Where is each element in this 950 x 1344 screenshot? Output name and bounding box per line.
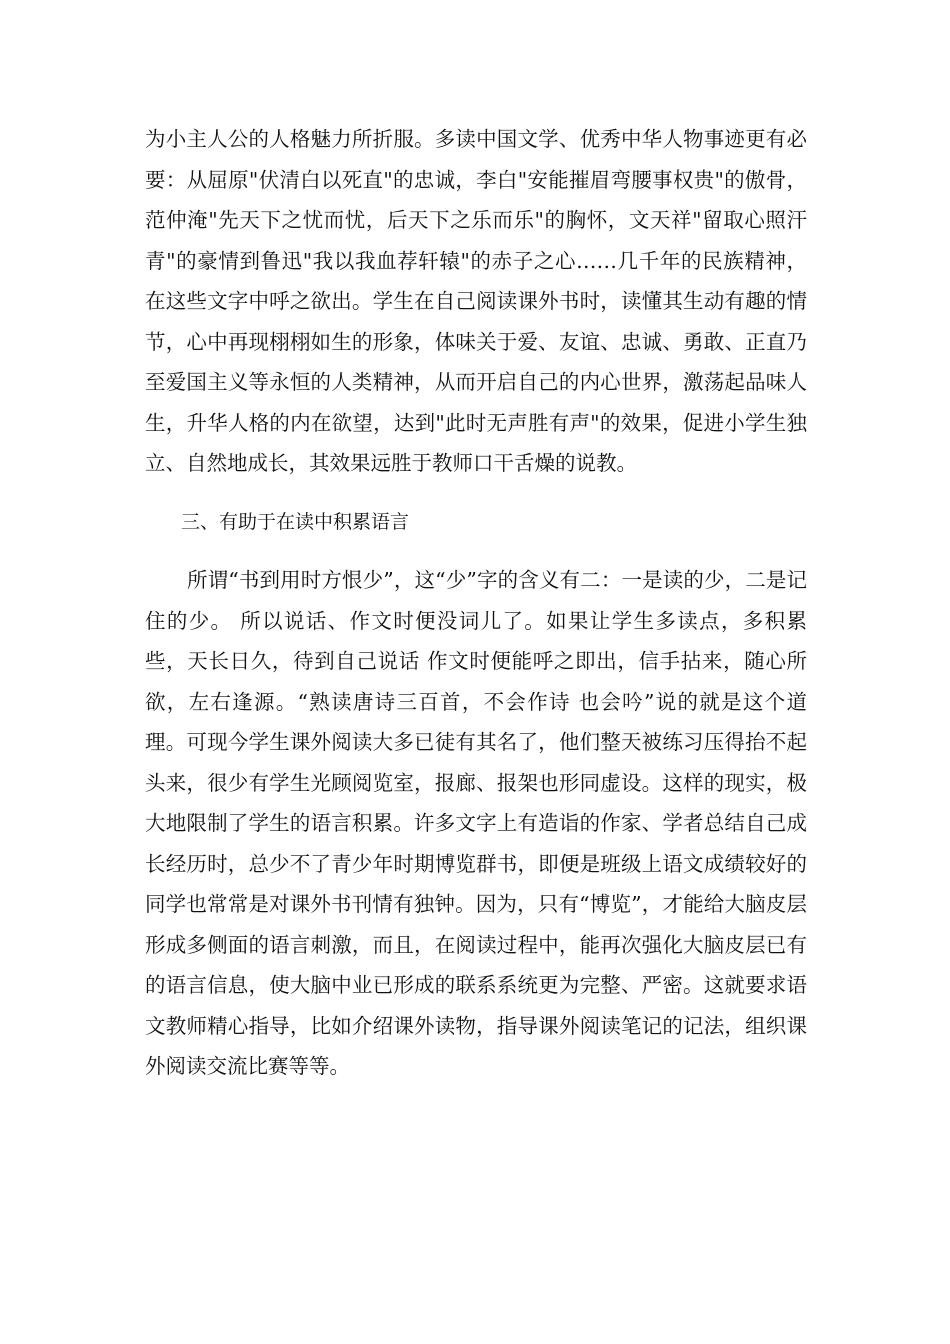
paragraph-2: 所谓“书到用时方恨少”，这“少”字的含义有二：一是读的少，二是记住的少。 所以说话、作文时便没词儿了。如果让学生多读点，多积累些，天长日久，待到自己说话 作文时便能呼之即出，信手拈来，随心所欲，左右逢源。“熟读唐诗三百首，不会作诗 也会吟”说的就是这个道理。可现今学生课外阅读大多已徒有其名了，他们整天被练习压得抬不起头来，很少有学生光顾阅览室，报廊、报架也形同虚设。这样的现实，极大地限制了学生的语言积累。许多文字上有造诣的作家、学者总结自己成长经历时，总少不了青少年时期博览群书，即便是班级上语文成绩较好的同学也常常是对课外书刊情有独钟。因为，只有“博览”，才能给大脑皮层形成多侧面的语言刺激，而且，在阅读过程中，能再次强化大脑皮层已有的语言信息，使大脑中业已形成的联系系统更为完整、严密。这就要求语文教师精心指导，比如介绍课外读物，指导课外阅读笔记的记法，组织课外阅读交流比赛等等。 <box>145 568 807 1078</box>
paragraph-spacer <box>145 542 807 560</box>
section-heading: 三、有助于在读中积累语言 <box>181 510 410 533</box>
paragraph-spacer <box>145 484 807 502</box>
paragraph-1: 为小主人公的人格魅力所折服。多读中国文学、优秀中华人物事迹更有必要：从屈原"伏清白以死直"的忠诚，李白"安能摧眉弯腰事权贵"的傲骨，范仲淹"先天下之忧而忧，后天下之乐而乐"的胸怀，文天祥"留取心照汗青"的豪情到鲁迅"我以我血荐轩辕"的赤子之心……几千年的民族精神，在这些文字中呼之欲出。学生在自己阅读课外书时，读懂其生动有趣的情节，心中再现栩栩如生的形象，体味关于爱、友谊、忠诚、勇敢、正直乃至爱国主义等永恒的人类精神，从而开启自己的内心世界，激荡起品味人生，升华人格的内在欲望，达到"此时无声胜有声"的效果，促进小学生独立、自然地成长，其效果远胜于教师口干舌燥的说教。 <box>145 127 807 475</box>
document-body <box>145 119 807 1087</box>
